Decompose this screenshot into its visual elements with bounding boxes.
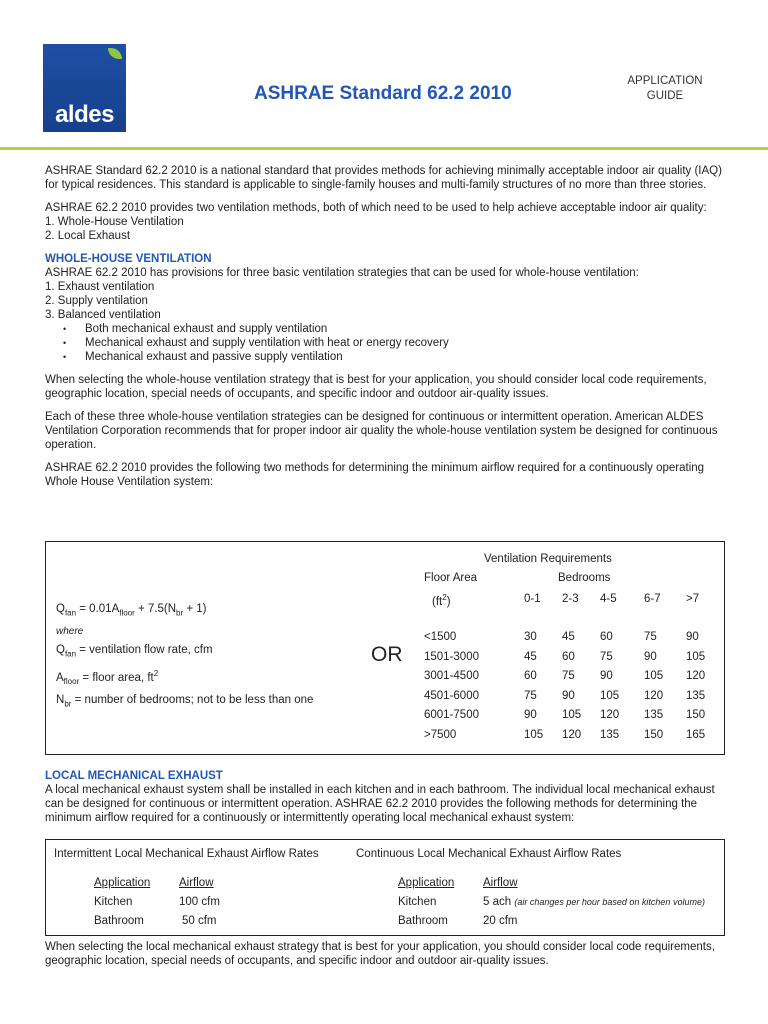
methods-list [45, 215, 725, 243]
app-guide-line2: GUIDE [646, 90, 684, 102]
airflow-cell: 150 [686, 709, 706, 721]
airflow-cell: 90 [686, 631, 699, 643]
local-exhaust-heading: LOCAL MECHANICAL EXHAUST [45, 770, 223, 782]
airflow-cell: 120 [600, 709, 620, 721]
bullet-text: Mechanical exhaust and passive supply ventilation [85, 351, 343, 363]
bullet-text: Mechanical exhaust and supply ventilation with heat or energy recovery [85, 337, 449, 349]
intermittent-airflow-header: Airflow [179, 877, 214, 889]
continuous-kitchen: Kitchen [398, 896, 437, 908]
intermittent-bathroom: Bathroom [94, 915, 144, 927]
list-item [63, 322, 725, 336]
airflow-cell: 75 [644, 631, 657, 643]
continuous-bathroom: Bathroom [398, 915, 448, 927]
airflow-cell: 45 [562, 631, 575, 643]
airflow-cell: 105 [686, 650, 706, 663]
application-guide-label [615, 74, 715, 104]
list-item: 2. Local Exhaust [45, 230, 131, 242]
list-item: 2. Supply ventilation [45, 295, 148, 307]
airflow-cell: 60 [524, 670, 537, 682]
airflow-cell: 75 [524, 689, 537, 702]
continuous-bathroom-airflow: 20 cfm [483, 915, 518, 927]
airflow-cell: 90 [562, 689, 575, 702]
local-selection-paragraph: When selecting the local mechanical exhaust strategy that is best for your application, you should consider local code requirements, geographic location, special needs of occupants, and specific indoor and outdoor air-quality issues. [45, 941, 715, 967]
local-exhaust-section [45, 769, 725, 825]
list-item: 1. Whole-House Ventilation [45, 216, 184, 228]
whole-house-heading: WHOLE-HOUSE VENTILATION [45, 253, 212, 265]
continuous-application-header: Application [398, 877, 455, 889]
table-row [424, 670, 720, 688]
continuous-kitchen-airflow: 5 ach (air changes per hour based on kitchen volume) [483, 896, 705, 908]
airflow-cell: 135 [644, 709, 664, 721]
list-item: 1. Exhaust ventilation [45, 281, 155, 293]
airflow-cell: 90 [644, 650, 657, 663]
airflow-cell: 105 [600, 689, 620, 702]
table-row [424, 651, 720, 669]
strategies-list [45, 280, 725, 322]
app-guide-line1: APPLICATION [627, 75, 703, 87]
aldes-logo [43, 44, 126, 132]
airflow-formula [56, 600, 313, 713]
formula-def-a: $A_{floor}$ = floor area, $ft^2$ [56, 668, 159, 686]
airflow-cell: 60 [600, 631, 613, 643]
intro-paragraph: ASHRAE Standard 62.2 2010 is a national standard that provides methods for achieving minimally acceptable indoor air quality (IAQ) for typical residences. This standard is applicable to single-family houses and multi-family structures of no more than three stories. [45, 165, 722, 191]
table-row [424, 631, 720, 649]
airflow-cell: 105 [524, 728, 544, 741]
airflow-cell: 105 [644, 670, 664, 682]
table-row [424, 690, 720, 708]
floor-area-unit: $(ft^2)$ [432, 593, 451, 608]
list-item [63, 336, 725, 350]
airflow-cell: 75 [562, 670, 575, 682]
airflow-cell: 45 [524, 650, 537, 663]
airflow-cell: 165 [686, 728, 706, 741]
floor-area-cell: 6001-7500 [424, 709, 479, 721]
airflow-cell: 75 [600, 650, 613, 663]
table-row [424, 729, 720, 747]
airflow-methods-paragraph: ASHRAE 62.2 2010 provides the following two methods for determining the minimum airflow required for a continuously operating Whole House Ventilation system: [45, 462, 705, 488]
intermittent-kitchen-airflow: 100 cfm [179, 896, 220, 908]
airflow-cell: 135 [600, 728, 620, 741]
airflow-cell: 120 [562, 728, 582, 741]
airflow-cell: 135 [686, 689, 706, 702]
floor-area-cell: 1501-3000 [424, 650, 479, 663]
bedroom-column-header: 0-1 [524, 593, 541, 605]
formula-equation: $Q_{fan} = 0.01A_{floor} + 7.5(N_{br} + 1)$ [56, 603, 207, 618]
local-exhaust-paragraph: A local mechanical exhaust system shall be installed in each kitchen and in each bathroom. The individual local mechanical exhaust can be designed for continuous or intermittent operation. ASHRAE 62.2 2010 provides the following methods for determining the minimum airflow required for a continuously or intermittently operating local mechanical exhaust system: [45, 784, 715, 824]
airflow-cell: 90 [524, 709, 537, 721]
table-row [424, 709, 720, 727]
airflow-cell: 120 [686, 670, 706, 682]
bedroom-column-header: >7 [686, 593, 700, 605]
intermittent-title: Intermittent Local Mechanical Exhaust Airflow Rates [54, 848, 319, 860]
intermittent-bathroom-airflow: 50 cfm [182, 915, 217, 927]
header-divider [0, 147, 768, 150]
floor-area-cell: 3001-4500 [424, 670, 479, 682]
ach-note: (air changes per hour based on kitchen volume) [514, 897, 705, 907]
floor-area-cell: <1500 [424, 631, 457, 643]
floor-area-label: Floor Area [424, 572, 478, 584]
airflow-cell: 30 [524, 631, 537, 643]
bedroom-column-header: 2-3 [562, 593, 579, 605]
ventilation-box [45, 541, 725, 755]
list-item [63, 350, 725, 364]
formula-where: where [56, 626, 84, 638]
floor-area-cell: >7500 [424, 728, 457, 741]
methods-paragraph: ASHRAE 62.2 2010 provides two ventilation methods, both of which need to be used to help achieve acceptable indoor air quality: [45, 202, 707, 214]
intro-section [45, 164, 725, 498]
continuous-title: Continuous Local Mechanical Exhaust Airflow Rates [356, 848, 622, 860]
formula-def-n: $N_{br}$ = number of bedrooms; not to be less than one [56, 693, 314, 709]
vent-table-title: Ventilation Requirements [484, 553, 612, 565]
continuous-airflow-header: Airflow [483, 877, 518, 889]
bullet-text: Both mechanical exhaust and supply ventilation [85, 323, 328, 335]
whole-house-intro: ASHRAE 62.2 2010 has provisions for three basic ventilation strategies that can be used for whole-house ventilation: [45, 267, 639, 279]
floor-area-cell: 4501-6000 [424, 689, 479, 702]
operation-paragraph: Each of these three whole-house ventilation strategies can be designed for continuous or intermittent operation. American ALDES Ventilation Corporation recommends that for proper indoor air quality the whole-house ventilation system be designed for continuous operation. [45, 411, 718, 451]
exhaust-rates-box [45, 839, 725, 936]
airflow-cell: 60 [562, 650, 575, 663]
balanced-options-list [63, 322, 725, 364]
list-item: 3. Balanced ventilation [45, 309, 161, 321]
bedrooms-label: Bedrooms [558, 572, 611, 584]
airflow-cell: 105 [562, 709, 582, 721]
airflow-cell: 120 [644, 689, 664, 702]
formula-def-q: $Q_{fan}$ = ventilation flow rate, cfm [56, 644, 213, 659]
page-title: ASHRAE Standard 62.2 2010 [254, 83, 512, 104]
or-label: OR [371, 643, 403, 666]
leaf-icon [108, 48, 122, 59]
airflow-cell: 150 [644, 728, 664, 741]
bedroom-column-header: 4-5 [600, 593, 617, 605]
selection-paragraph: When selecting the whole-house ventilation strategy that is best for your application, you should consider local code requirements, geographic location, special needs of occupants, and specific indoor and outdoor air-quality issues. [45, 374, 707, 400]
intermittent-kitchen: Kitchen [94, 896, 133, 908]
logo-text: aldes [55, 101, 114, 128]
intermittent-application-header: Application [94, 877, 151, 889]
airflow-cell: 90 [600, 670, 613, 682]
bedroom-column-header: 6-7 [644, 593, 661, 605]
